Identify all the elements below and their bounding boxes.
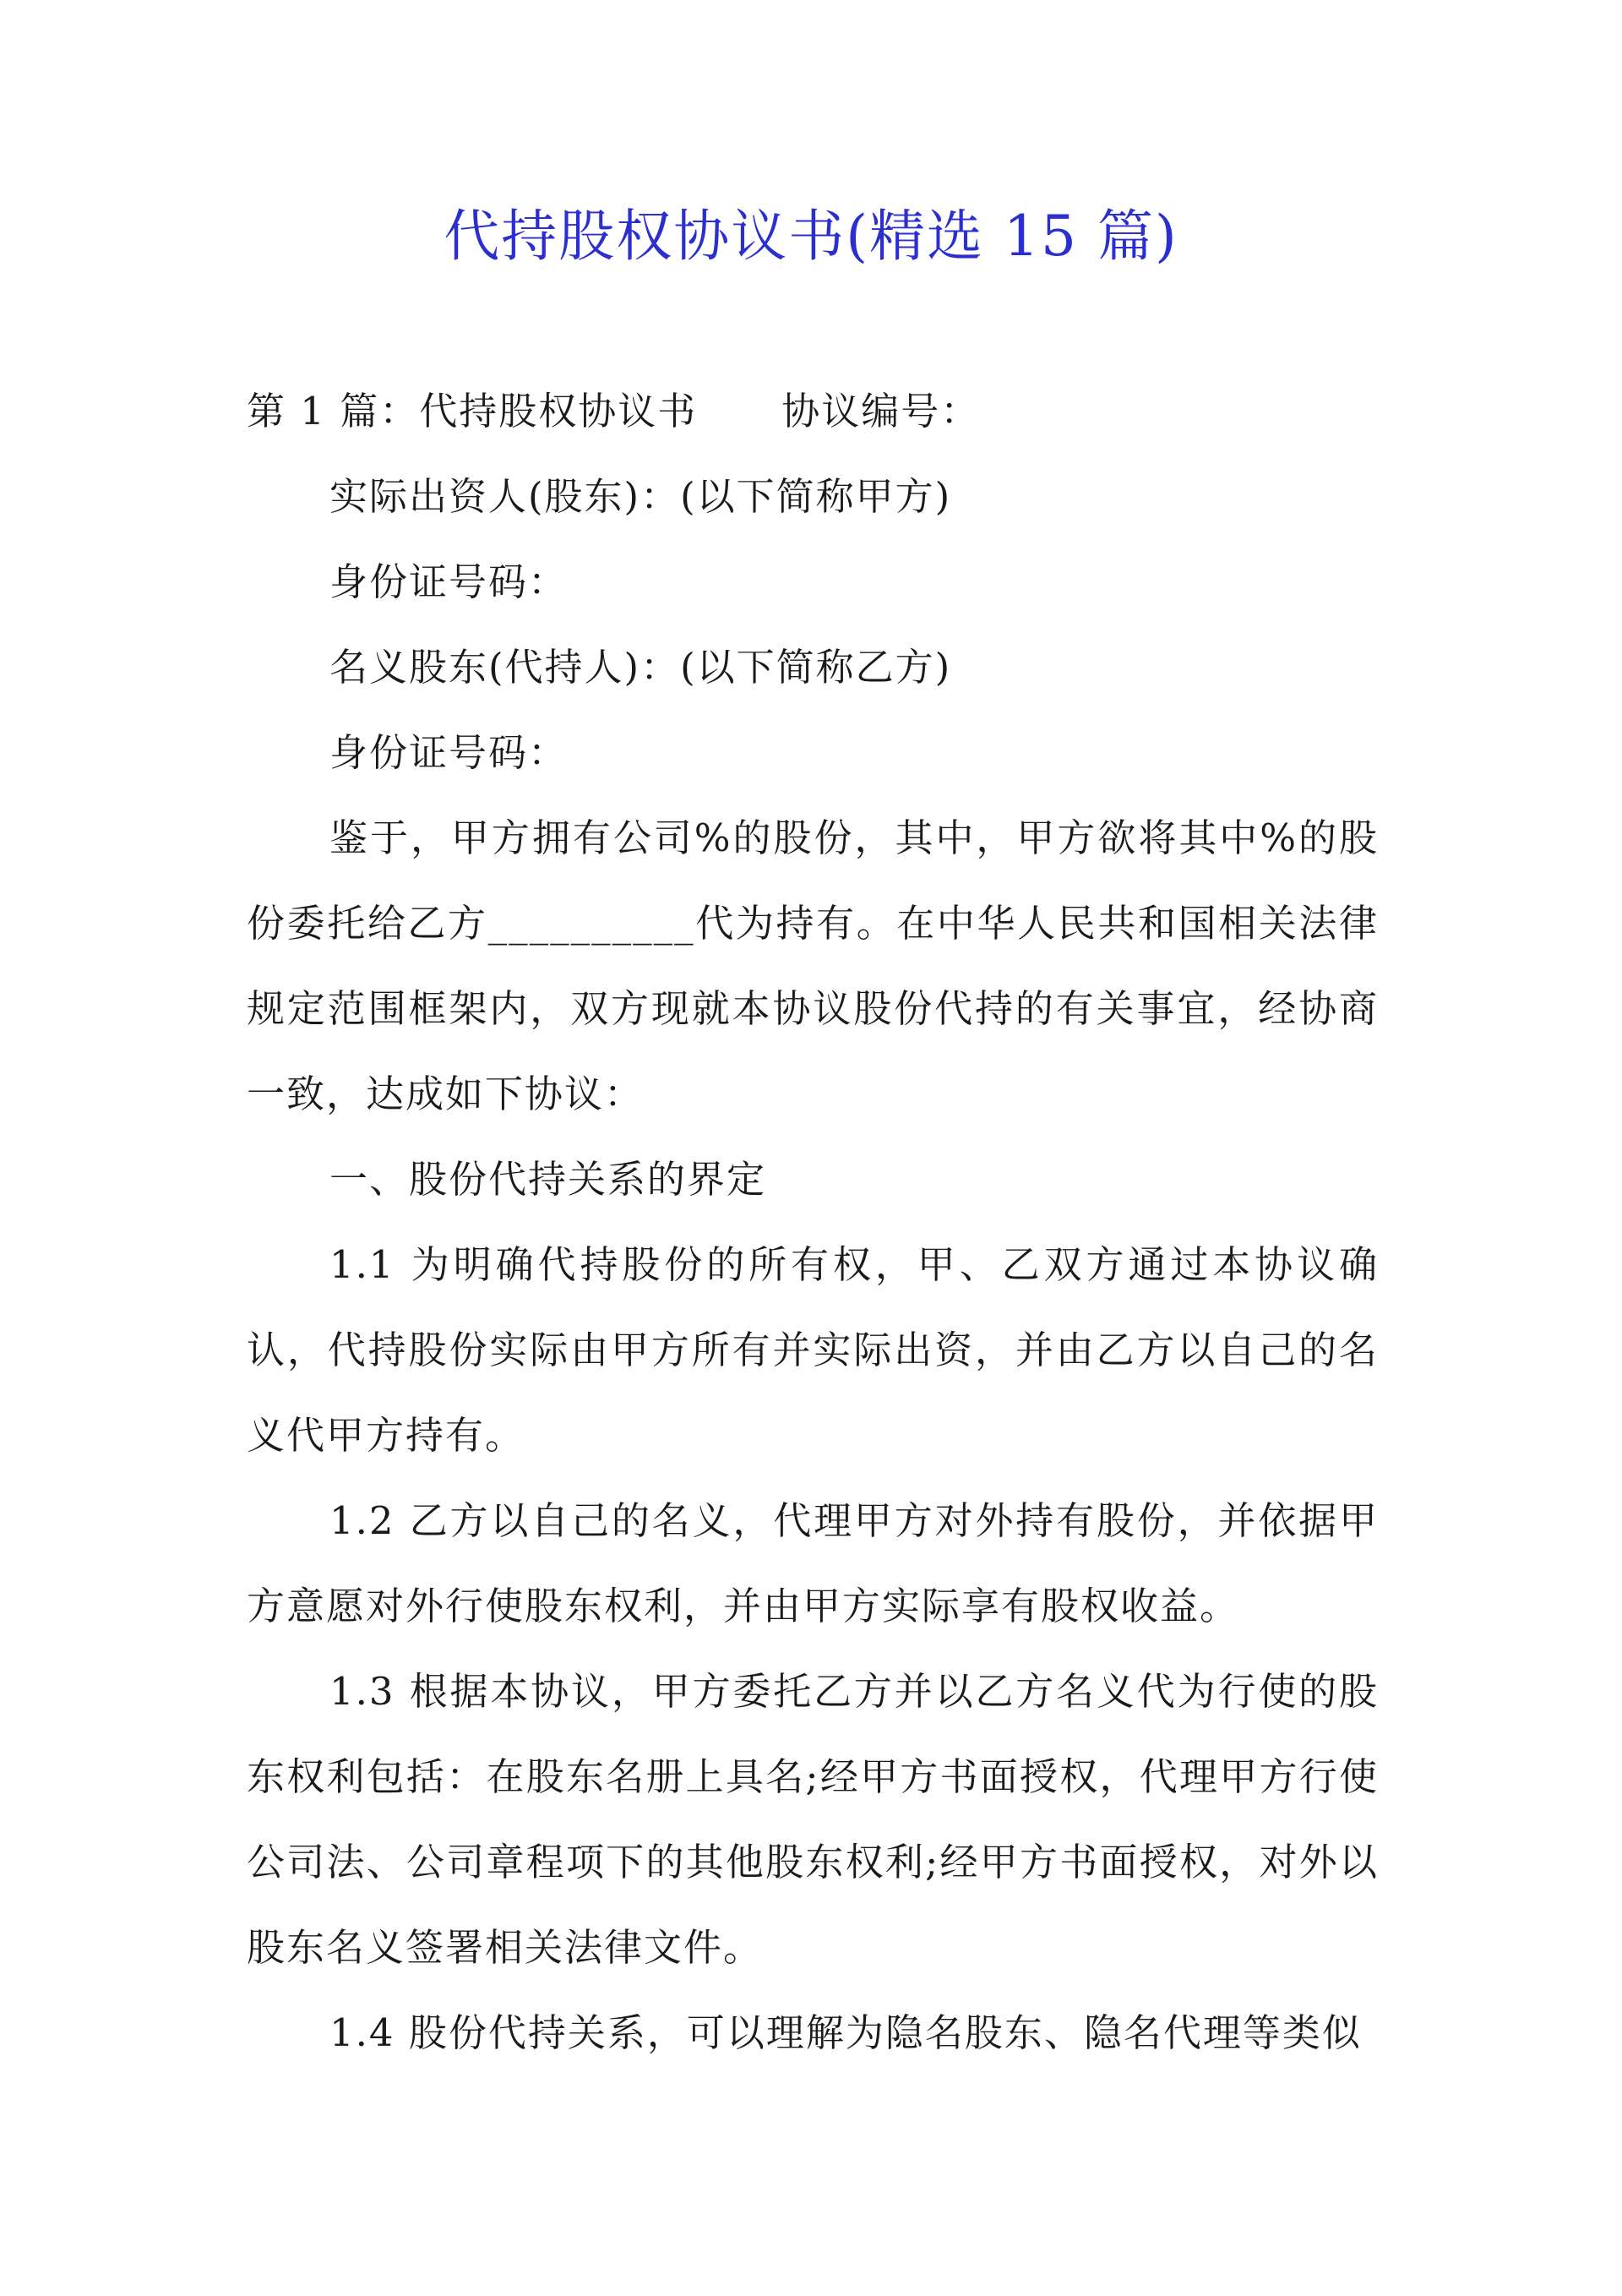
chapter-1-heading: 一、股份代持关系的界定	[329, 1157, 767, 1202]
clause-1-3: 1.3 根据本协议，甲方委托乙方并以乙方名义代为行使的股东权利包括：在股东名册上具名;经甲方书面授权，代理甲方行使公司法、公司章程项下的其他股东权利;经甲方书面授权，对外以股东名义签署相关法律文件。	[247, 1669, 1379, 1970]
section-heading-row	[247, 368, 1379, 454]
party-b-id-label: 身份证号码：	[329, 730, 569, 775]
party-a-label: 实际出资人(股东)：(以下简称甲方)	[329, 474, 952, 519]
section-heading: 第 1 篇：代持股权协议书	[247, 389, 698, 434]
document-title: 代持股权协议书(精选 15 篇)	[444, 204, 1178, 269]
party-b-label: 名义股东(代持人)：(以下简称乙方)	[329, 645, 952, 690]
preamble-paragraph: 鉴于，甲方拥有公司%的股份，其中，甲方欲将其中%的股份委托给乙方__________代为持有。在中华人民共和国相关法律规定范围框架内，双方现就本协议股份代持的有关事宜，经协商一致，达成如下协议：	[247, 815, 1379, 1116]
document-body	[247, 368, 1379, 2075]
agreement-number-label: 协议编号：	[781, 389, 981, 434]
clause-1-1: 1.1 为明确代持股份的所有权，甲、乙双方通过本协议确认，代持股份实际由甲方所有并实际出资，并由乙方以自己的名义代甲方持有。	[247, 1242, 1379, 1458]
party-a-id-label: 身份证号码：	[329, 559, 569, 604]
clause-1-2: 1.2 乙方以自己的名义，代理甲方对外持有股份，并依据甲方意愿对外行使股东权利，并由甲方实际享有股权收益。	[247, 1498, 1379, 1628]
clause-1-4: 1.4 股份代持关系，可以理解为隐名股东、隐名代理等类似	[329, 2010, 1362, 2055]
